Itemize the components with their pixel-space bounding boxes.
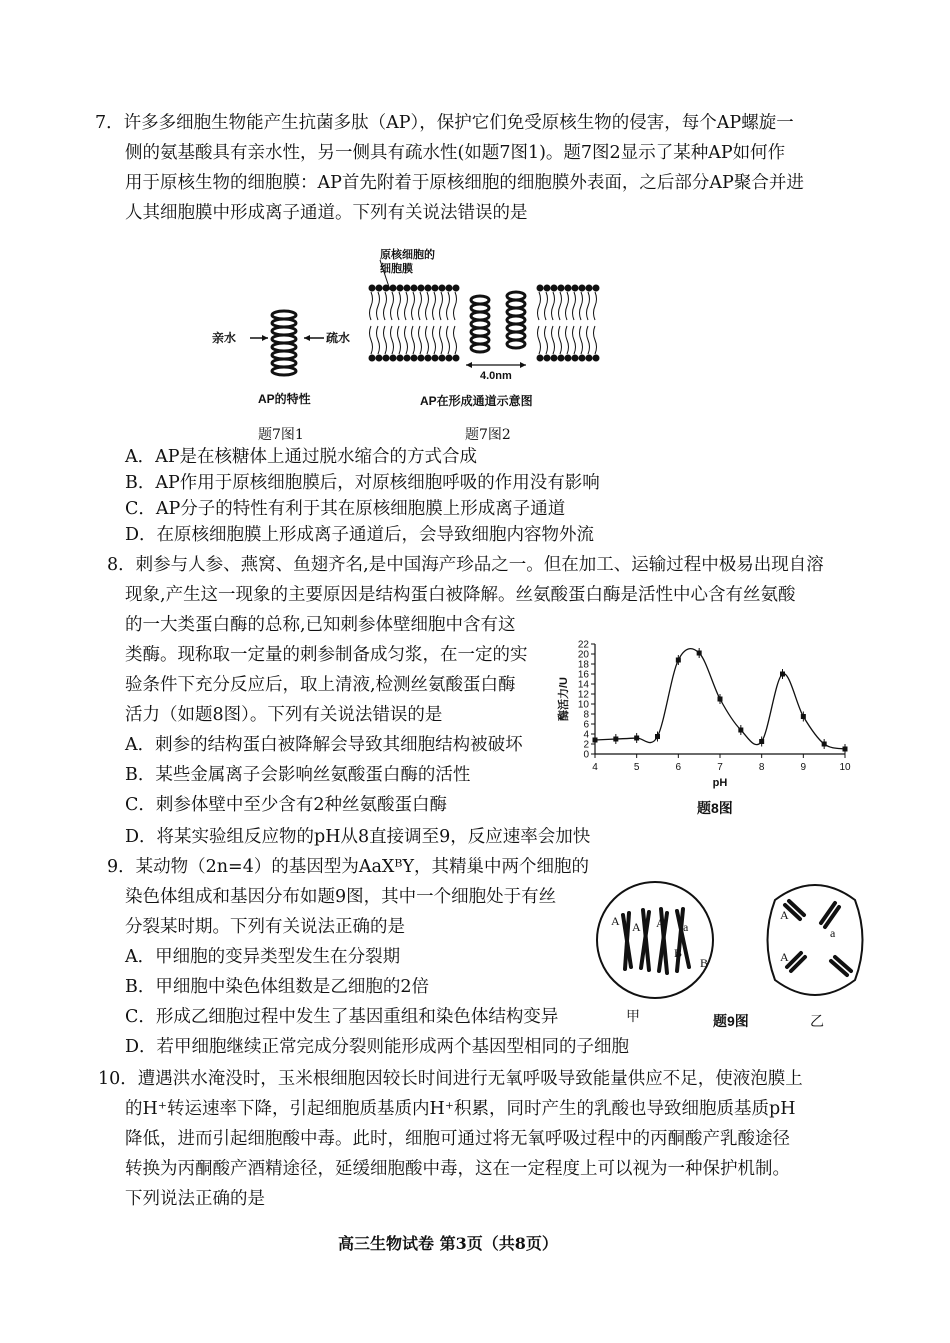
x-tick-label: 9 xyxy=(800,762,807,773)
y-tick-label: 14 xyxy=(577,679,589,691)
q8-option-d: D．将某实验组反应物的pH从8直接调至9，反应速率会加快 xyxy=(125,827,591,847)
y-tick-label: 16 xyxy=(577,669,589,681)
y-tick-label: 2 xyxy=(583,739,589,751)
q7-option-d: D．在原核细胞膜上形成离子通道后，会导致细胞内容物外流 xyxy=(125,525,595,545)
y-tick-label: 22 xyxy=(577,639,589,651)
q8-option-a: A．刺参的结构蛋白被降解会导致其细胞结构被破坏 xyxy=(125,735,523,755)
membrane-label: 原核细胞的 xyxy=(380,249,435,261)
y-tick-label: 10 xyxy=(577,699,589,711)
y-tick-label: 8 xyxy=(583,709,589,721)
y-tick-label: 18 xyxy=(577,659,589,671)
x-tick-label: 8 xyxy=(758,762,765,773)
q9-option-b: B．甲细胞中染色体组数是乙细胞的2倍 xyxy=(125,977,429,997)
cell-label: 乙 xyxy=(810,1014,824,1030)
figure-caption: 题8图 xyxy=(697,800,733,816)
cell-label: 甲 xyxy=(626,1009,640,1025)
q9-stem-line: 9．某动物（2n=4）的基因型为AaXᴮY，其精巢中两个细胞的 xyxy=(107,857,590,877)
gene-label: A xyxy=(656,916,665,930)
q9-option-d: D．若甲细胞继续正常完成分裂则能形成两个基因型相同的子细胞 xyxy=(125,1037,630,1057)
q7-option-c: C．AP分子的特性有利于其在原核细胞膜上形成离子通道 xyxy=(125,499,566,519)
ap-property-label: AP的特性 xyxy=(258,392,311,406)
q9-stem-line: 分裂某时期。下列有关说法正确的是 xyxy=(125,917,405,937)
enzyme-activity-chart xyxy=(555,636,855,806)
q8-option-b: B．某些金属离子会影响丝氨酸蛋白酶的活性 xyxy=(125,765,471,785)
membrane-label: 细胞膜 xyxy=(380,263,413,275)
y-tick-label: 20 xyxy=(577,649,589,661)
cell-division-figure xyxy=(595,875,880,1015)
q7-stem-line: 人其细胞膜中形成离子通道。下列有关说法错误的是 xyxy=(125,203,528,223)
x-tick-label: 5 xyxy=(633,762,640,773)
gene-label: A xyxy=(632,920,641,934)
hydrophilic-label: 亲水 xyxy=(212,331,237,345)
gene-label: B xyxy=(674,946,683,960)
figure-caption: 题9图 xyxy=(713,1013,749,1029)
q7-stem-line: 侧的氨基酸具有亲水性，另一侧具有疏水性(如题7图1)。题7图2显示了某种AP如何作 xyxy=(125,143,786,163)
figure-caption: 题7图2 xyxy=(465,427,511,443)
gene-label: a xyxy=(830,926,836,940)
ap-helix-icon xyxy=(272,311,296,375)
q8-stem-line: 活力（如题8图）。下列有关说法错误的是 xyxy=(125,705,443,725)
channel-caption: AP在形成通道示意图 xyxy=(420,394,533,408)
q9-option-c: C．形成乙细胞过程中发生了基因重组和染色体结构变异 xyxy=(125,1007,559,1027)
q8-stem-line: 类酶。现称取一定量的刺参制备成匀浆，在一定的实 xyxy=(125,645,528,665)
q8-option-c: C．刺参体壁中至少含有2种丝氨酸蛋白酶 xyxy=(125,795,448,815)
q10-stem-line: 下列说法正确的是 xyxy=(125,1189,265,1209)
cell-yi xyxy=(768,885,863,995)
x-tick-label: 4 xyxy=(592,762,598,773)
y-tick-label: 6 xyxy=(583,719,589,731)
cell-jia xyxy=(597,882,713,998)
x-axis-label: pH xyxy=(712,777,728,789)
q7-stem-line: 用于原核生物的细胞膜：AP首先附着于原核细胞的细胞膜外表面，之后部分AP聚合并进 xyxy=(125,173,804,193)
q10-stem-line: 的H⁺转运速率下降，引起细胞质基质内H⁺积累，同时产生的乳酸也导致细胞质基质pH xyxy=(125,1099,796,1119)
gene-label: A xyxy=(611,914,620,928)
y-tick-label: 12 xyxy=(577,689,589,701)
figure-caption: 题7图1 xyxy=(258,427,304,443)
distance-label: 4.0nm xyxy=(480,370,512,382)
y-axis-label: 酶活力/U xyxy=(558,677,570,721)
gene-label: A xyxy=(780,908,789,922)
y-tick-label: 4 xyxy=(583,729,589,741)
q8-stem-line: 8．刺参与人参、燕窝、鱼翅齐名,是中国海产珍品之一。但在加工、运输过程中极易出现自溶 xyxy=(107,555,824,575)
x-tick-label: 6 xyxy=(675,762,682,773)
gene-label: a xyxy=(683,920,689,934)
q8-stem-line: 验条件下充分反应后，取上清液,检测丝氨酸蛋白酶 xyxy=(125,675,516,695)
q9-stem-line: 染色体组成和基因分布如题9图，其中一个细胞处于有丝 xyxy=(125,887,557,907)
channel-helix-icon xyxy=(471,292,525,352)
q10-stem-line: 10．遭遇洪水淹没时，玉米根细胞因较长时间进行无氧呼吸导致能量供应不足，使液泡膜上 xyxy=(98,1069,803,1089)
q7-figure xyxy=(200,240,600,420)
q8-stem-line: 现象,产生这一现象的主要原因是结构蛋白被降解。丝氨酸蛋白酶是活性中心含有丝氨酸 xyxy=(125,585,796,605)
hydrophobic-label: 疏水 xyxy=(326,331,351,345)
q7-option-b: B．AP作用于原核细胞膜后，对原核细胞呼吸的作用没有影响 xyxy=(125,473,600,493)
q10-stem-line: 降低，进而引起细胞酸中毒。此时，细胞可通过将无氧呼吸过程中的丙酮酸产乳酸途径 xyxy=(125,1129,790,1149)
x-tick-label: 7 xyxy=(717,762,723,773)
x-tick-label: 10 xyxy=(839,762,851,773)
q9-option-a: A．甲细胞的变异类型发生在分裂期 xyxy=(125,947,401,967)
q8-stem-line: 的一大类蛋白酶的总称,已知刺参体壁细胞中含有这 xyxy=(125,615,516,635)
gene-label: B xyxy=(700,956,709,970)
q7-option-a: A．AP是在核糖体上通过脱水缩合的方式合成 xyxy=(125,447,478,467)
page-footer: 高三生物试卷 第3页（共8页） xyxy=(338,1234,558,1253)
q7-stem-line: 7．许多多细胞生物能产生抗菌多肽（AP），保护它们免受原核生物的侵害，每个AP螺旋一 xyxy=(95,113,794,133)
y-tick-label: 0 xyxy=(583,749,589,761)
q10-stem-line: 转换为丙酮酸产酒精途径，延缓细胞酸中毒，这在一定程度上可以视为一种保护机制。 xyxy=(125,1159,790,1179)
gene-label: A xyxy=(780,950,789,964)
